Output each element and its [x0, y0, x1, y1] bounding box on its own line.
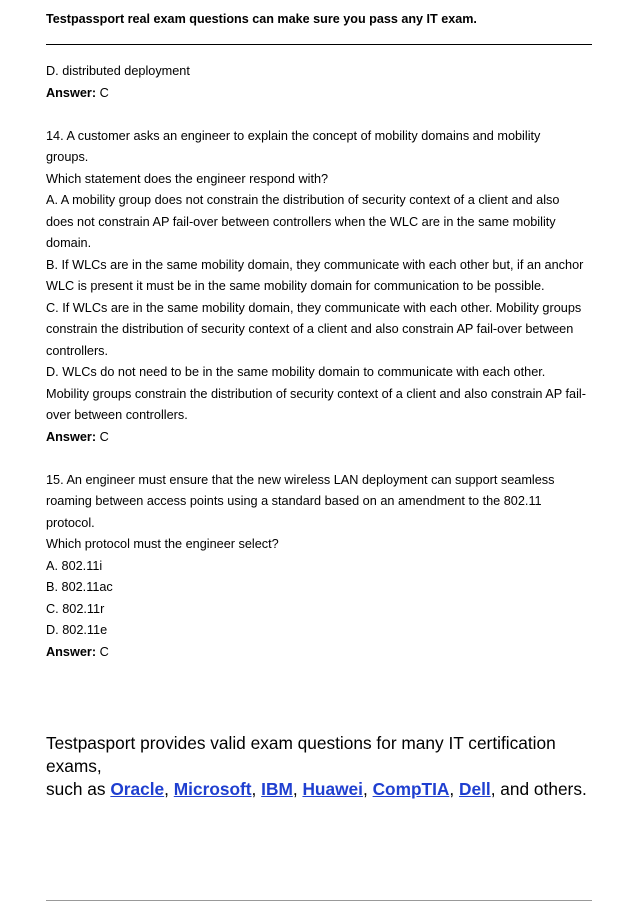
link-comptia[interactable]: CompTIA: [372, 779, 450, 799]
q14-option-b-line-1: B. If WLCs are in the same mobility domain, they communicate with each other but, if an anchor: [46, 257, 584, 272]
q15-option-c: C. 802.11r: [46, 601, 105, 616]
answer-value: C: [96, 644, 109, 659]
such-as-text: such as: [46, 779, 111, 799]
answer-label: Answer:: [46, 85, 97, 100]
q15-option-d: D. 802.11e: [46, 623, 108, 637]
prev-option-d: D. distributed deployment: [46, 64, 190, 78]
promo-footer: [46, 732, 606, 801]
q15-stem-line-3: protocol.: [46, 515, 95, 530]
q15-question: Which protocol must the engineer select?: [46, 537, 279, 551]
q15-stem-line-2: roaming between access points using a standard based on an amendment to the 802.11: [46, 494, 542, 508]
prev-answer: [46, 83, 598, 105]
separator: ,: [251, 779, 262, 799]
q14-stem-line-1: 14. A customer asks an engineer to explain the concept of mobility domains and mobility: [46, 128, 541, 143]
separator: ,: [362, 779, 373, 799]
footer-divider: [46, 900, 592, 901]
exam-content: [46, 61, 598, 663]
answer-label: Answer:: [46, 644, 97, 659]
q14-option-d-line-2: Mobility groups constrain the distribution of security context of a client and also constrain AP fail-: [46, 386, 586, 401]
q14-answer: [46, 427, 598, 449]
link-dell[interactable]: Dell: [458, 779, 491, 799]
q15-option-b: B. 802.11ac: [46, 580, 113, 594]
ending-text: , and others.: [490, 779, 587, 799]
page-header: Testpassport real exam questions can make sure you pass any IT exam.: [46, 12, 477, 26]
q14-question: Which statement does the engineer respond with?: [46, 171, 329, 186]
link-ibm[interactable]: IBM: [261, 779, 293, 799]
q14-option-d-line-1: D. WLCs do not need to be in the same mobility domain to communicate with each other.: [46, 365, 546, 379]
promo-line-1: Testpasport provides valid exam questions for many IT certification exams,: [46, 733, 556, 776]
q14-option-d-line-3: over between controllers.: [46, 408, 188, 422]
answer-value: C: [96, 85, 109, 100]
separator: ,: [449, 779, 459, 799]
answer-value: C: [96, 429, 109, 444]
q14-option-c-line-3: controllers.: [46, 343, 109, 358]
promo-line-2: [46, 778, 606, 801]
q14-option-a-line-2: does not constrain AP fail-over between controllers when the WLC are in the same mobility: [46, 214, 556, 229]
q15-option-a: A. 802.11i: [46, 558, 103, 573]
q14-option-c-line-2: constrain the distribution of security context of a client and also constrain AP fail-over between: [46, 322, 574, 336]
q15-stem-line-1: 15. An engineer must ensure that the new wireless LAN deployment can support seamless: [46, 472, 555, 487]
q14-option-a-line-1: A. A mobility group does not constrain the distribution of security context of a client and also: [46, 193, 560, 207]
separator: ,: [292, 779, 303, 799]
separator: ,: [164, 779, 174, 799]
answer-label: Answer:: [46, 429, 97, 444]
q14-option-b-line-2: WLC is present it must be in the same mobility domain for communication to be possible.: [46, 279, 545, 293]
link-microsoft[interactable]: Microsoft: [173, 779, 252, 799]
q14-option-a-line-3: domain.: [46, 236, 92, 250]
q15-answer: [46, 642, 598, 664]
link-oracle[interactable]: Oracle: [110, 779, 165, 799]
link-huawei[interactable]: Huawei: [302, 779, 363, 799]
q14-option-c-line-1: C. If WLCs are in the same mobility domain, they communicate with each other. Mobility groups: [46, 300, 582, 315]
q14-stem-line-2: groups.: [46, 150, 89, 164]
header-divider: [46, 44, 592, 45]
